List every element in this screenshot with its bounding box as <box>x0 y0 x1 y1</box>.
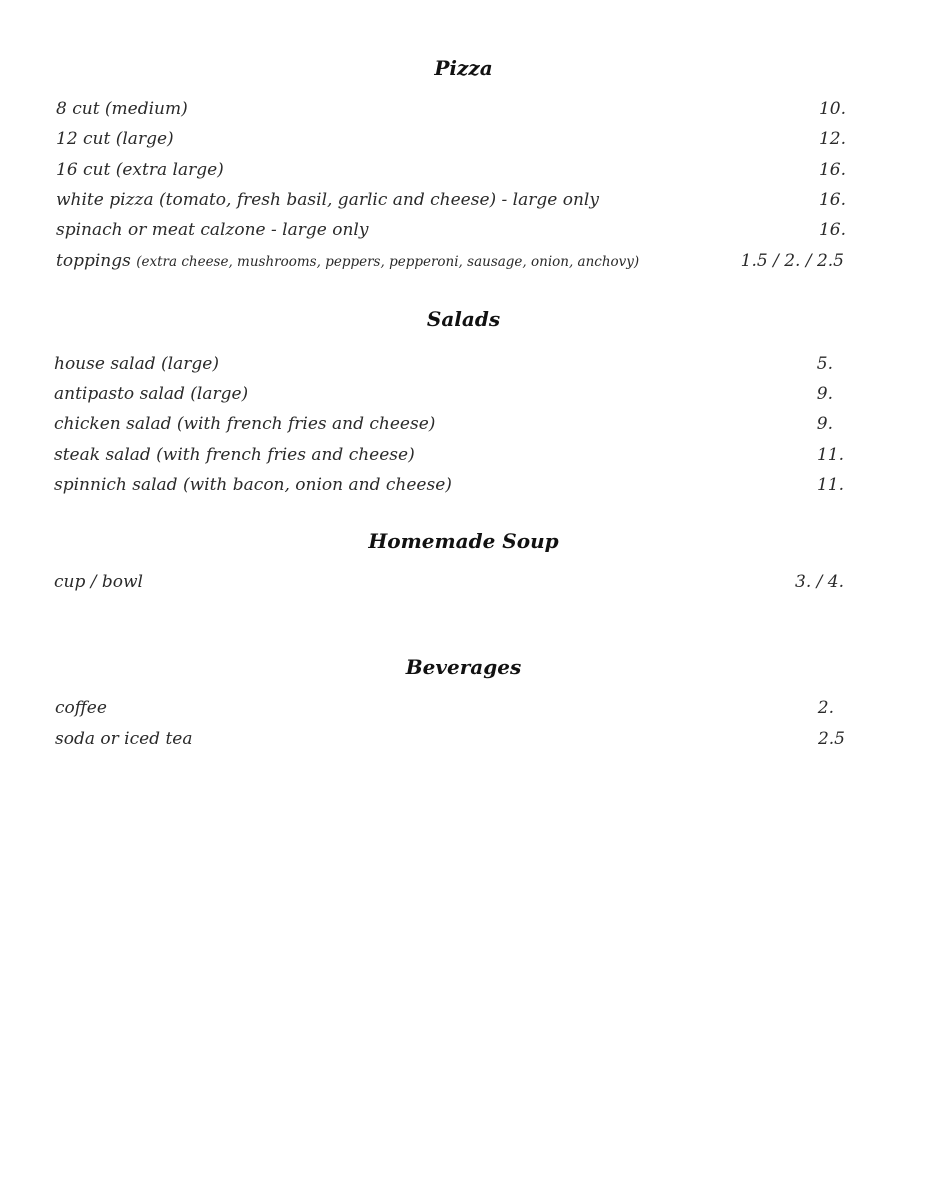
menu-item <box>55 726 847 752</box>
menu-item-name-with-note <box>56 248 639 275</box>
menu-item-price: 12. <box>818 129 846 149</box>
menu-item-toppings <box>56 248 846 274</box>
menu-item <box>55 695 847 721</box>
menu-item-price: 9. <box>816 384 833 404</box>
menu-item-price: 16. <box>818 190 846 210</box>
menu-item-name: spinach or meat calzone - large only <box>56 220 369 240</box>
menu-item-name: white pizza (tomato, fresh basil, garlic and cheese) - large only <box>56 190 599 210</box>
menu-item-name: chicken salad (with french fries and cheese) <box>54 414 436 434</box>
menu-item-price: 2. <box>817 698 834 718</box>
menu-item-name: house salad (large) <box>54 354 219 374</box>
menu-item-name: 12 cut (large) <box>56 129 174 149</box>
menu-item-price: 16. <box>818 220 846 240</box>
menu-item <box>54 442 846 468</box>
menu-item <box>54 411 846 437</box>
menu-item-price: 2.5 <box>817 729 845 749</box>
menu-item-name: coffee <box>55 698 107 718</box>
menu-item <box>56 96 846 122</box>
section-title-beverages: Beverages <box>405 655 522 679</box>
menu-item-price: 16. <box>818 160 846 180</box>
menu-item-price: 10. <box>818 99 846 119</box>
section-title-soup: Homemade Soup <box>368 529 559 553</box>
menu-item-name: steak salad (with french fries and cheese) <box>54 445 415 465</box>
menu-item-note: (extra cheese, mushrooms, peppers, pepperoni, sausage, onion, anchovy) <box>136 254 640 270</box>
menu-item-name: 8 cut (medium) <box>56 99 188 119</box>
menu-item <box>54 381 846 407</box>
menu-item-price: 11. <box>816 445 844 465</box>
menu-item-price: 3. / 4. <box>795 572 844 592</box>
menu-item <box>56 217 846 243</box>
section-title-salads: Salads <box>426 307 501 331</box>
menu-item-name: toppings <box>56 251 131 271</box>
section-title-pizza: Pizza <box>434 56 493 80</box>
menu-item-name: spinnich salad (with bacon, onion and cheese) <box>54 475 452 495</box>
menu-item-price: 11. <box>816 475 844 495</box>
menu-item <box>54 351 846 377</box>
menu-item <box>56 187 846 213</box>
menu-item-name: soda or iced tea <box>55 729 193 749</box>
menu-item-name: cup / bowl <box>54 572 143 592</box>
menu-item-name: 16 cut (extra large) <box>56 160 224 180</box>
menu-item-price: 9. <box>816 414 833 434</box>
menu-item <box>54 569 846 595</box>
menu-item-name: antipasto salad (large) <box>54 384 249 404</box>
menu-item-price: 1.5 / 2. / 2.5 <box>740 251 844 271</box>
menu-item-price: 5. <box>816 354 833 374</box>
menu-item <box>56 126 846 152</box>
menu-item <box>54 472 846 498</box>
menu-item <box>56 157 846 183</box>
